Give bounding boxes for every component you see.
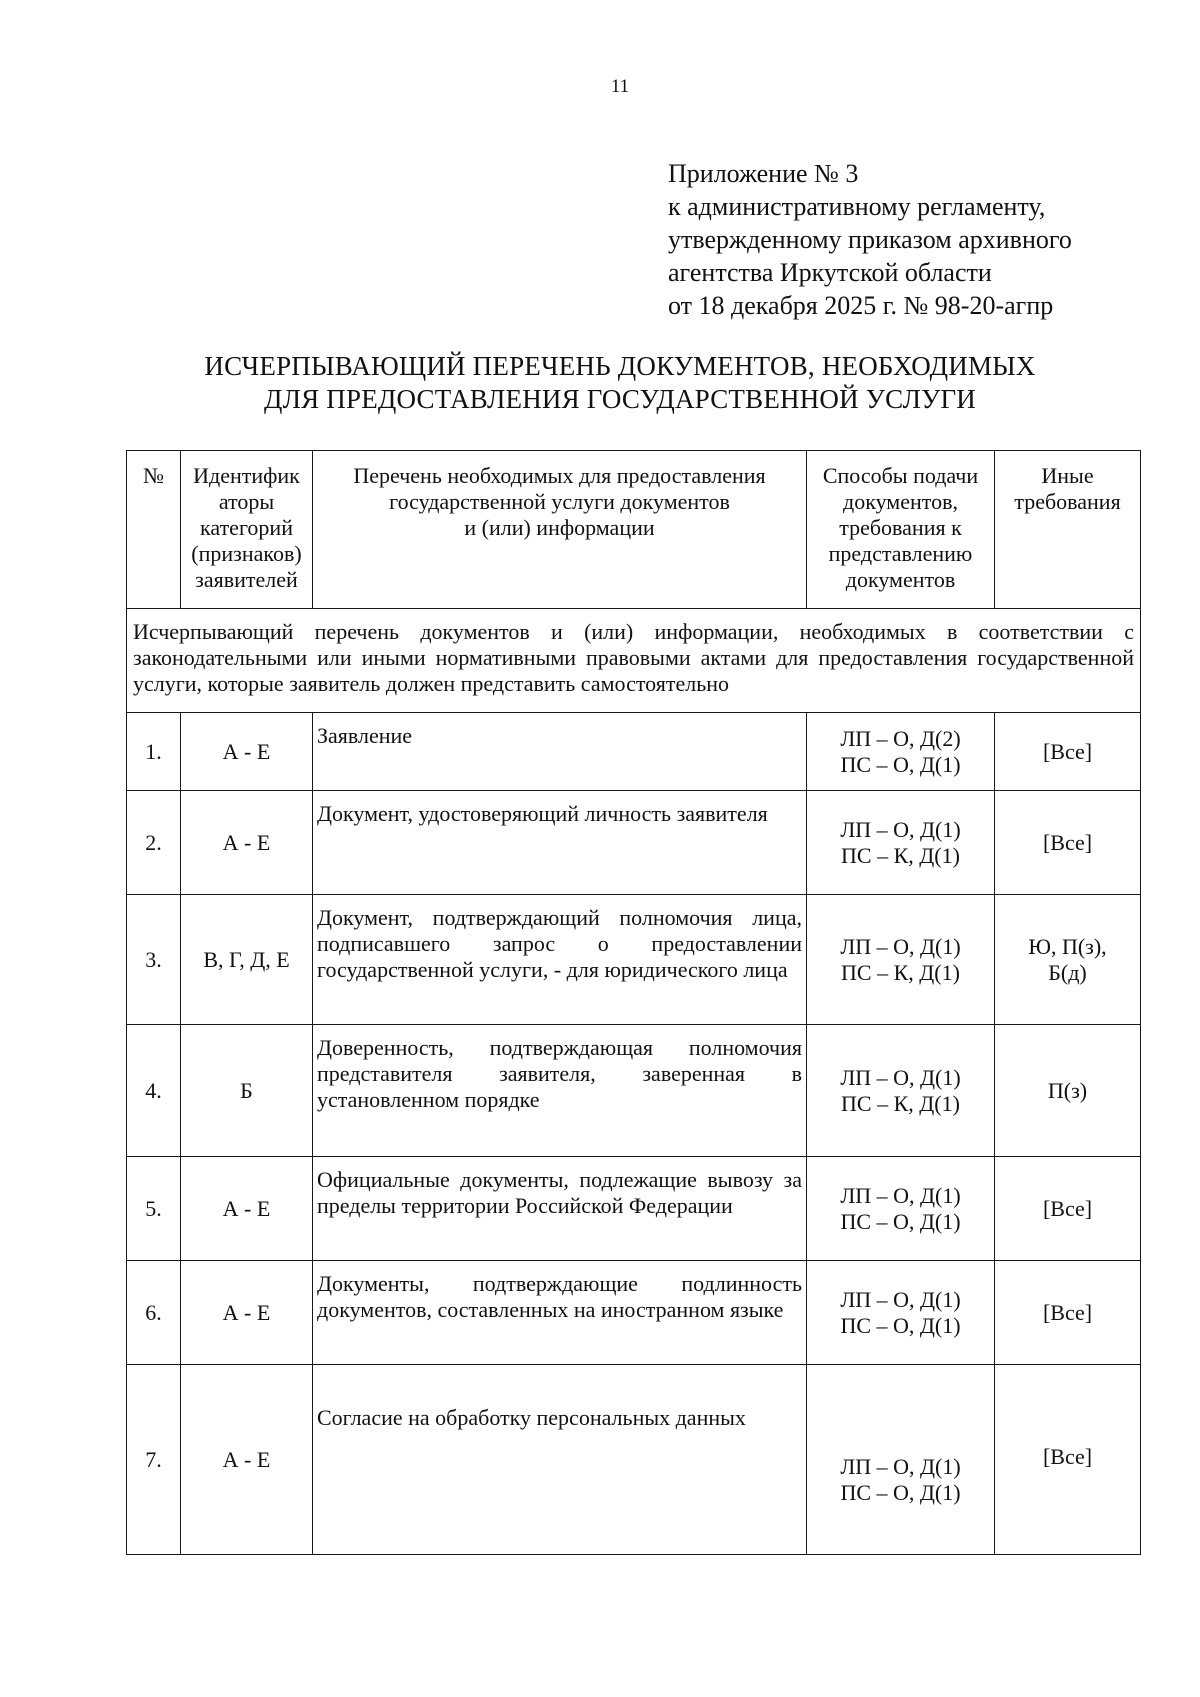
row-methods: ЛП – О, Д(1) ПС – К, Д(1)	[807, 791, 995, 895]
header-identifiers: Идентифик аторы категорий (признаков) заявителей	[181, 451, 313, 609]
header-other-requirements: Иные требования	[995, 451, 1141, 609]
table-row	[127, 1365, 1141, 1555]
table-row	[127, 713, 1141, 791]
document-title-line: ИСЧЕРПЫВАЮЩИЙ ПЕРЕЧЕНЬ ДОКУМЕНТОВ, НЕОБХОДИМЫХ	[204, 351, 1036, 381]
row-methods: ЛП – О, Д(2) ПС – О, Д(1)	[807, 713, 995, 791]
row-methods: ЛП – О, Д(1) ПС – О, Д(1)	[807, 1261, 995, 1365]
appendix-line: Приложение № 3	[668, 159, 859, 188]
table-row	[127, 791, 1141, 895]
appendix-line: агентства Иркутской области	[668, 258, 992, 287]
row-other-requirements: [Все]	[995, 791, 1141, 895]
row-identifiers: В, Г, Д, Е	[181, 895, 313, 1025]
row-identifiers: А - Е	[181, 1261, 313, 1365]
row-identifiers: Б	[181, 1025, 313, 1157]
row-document: Документ, подтверждающий полномочия лица, подписавшего запрос о предоставлении государственной услуги, - для юридического лица	[313, 895, 807, 1025]
document-title	[100, 350, 1140, 416]
section-description: Исчерпывающий перечень документов и (или) информации, необходимых в соответствии с законодательными или иными нормативными правовыми актами для предоставления государственной услуги, которые заявитель должен представить самостоятельно	[127, 609, 1141, 713]
document-title-line: ДЛЯ ПРЕДОСТАВЛЕНИЯ ГОСУДАРСТВЕННОЙ УСЛУГИ	[264, 384, 976, 414]
table-row	[127, 1025, 1141, 1157]
row-document: Доверенность, подтверждающая полномочия представителя заявителя, заверенная в установленном порядке	[313, 1025, 807, 1157]
table-row	[127, 1157, 1141, 1261]
row-number: 5.	[127, 1157, 181, 1261]
row-number: 6.	[127, 1261, 181, 1365]
row-identifiers: А - Е	[181, 713, 313, 791]
row-other-requirements: [Все]	[995, 1261, 1141, 1365]
documents-table	[126, 450, 1141, 1555]
header-methods: Способы подачи документов, требования к представлению документов	[807, 451, 995, 609]
header-documents: Перечень необходимых для предоставления государственной услуги документов и (или) информации	[313, 451, 807, 609]
row-methods: ЛП – О, Д(1) ПС – О, Д(1)	[807, 1157, 995, 1261]
row-document: Документ, удостоверяющий личность заявителя	[313, 791, 807, 895]
table-header-row	[127, 451, 1141, 609]
row-document: Документы, подтверждающие подлинность документов, составленных на иностранном языке	[313, 1261, 807, 1365]
row-other-requirements: Ю, П(з), Б(д)	[995, 895, 1141, 1025]
row-other-requirements: [Все]	[995, 1157, 1141, 1261]
row-identifiers: А - Е	[181, 1157, 313, 1261]
row-other-requirements: [Все]	[995, 1365, 1141, 1555]
row-identifiers: А - Е	[181, 1365, 313, 1555]
table-row	[127, 1261, 1141, 1365]
row-number: 2.	[127, 791, 181, 895]
header-num: №	[127, 451, 181, 609]
table-row	[127, 895, 1141, 1025]
row-identifiers: А - Е	[181, 791, 313, 895]
row-document: Согласие на обработку персональных данных	[313, 1365, 807, 1555]
row-number: 1.	[127, 713, 181, 791]
appendix-header	[668, 157, 1178, 322]
row-document: Заявление	[313, 713, 807, 791]
page-number: 11	[610, 76, 630, 97]
section-row	[127, 609, 1141, 713]
appendix-line: от 18 декабря 2025 г. № 98-20-агпр	[668, 291, 1054, 320]
row-methods: ЛП – О, Д(1) ПС – К, Д(1)	[807, 895, 995, 1025]
row-number: 4.	[127, 1025, 181, 1157]
row-methods: ЛП – О, Д(1) ПС – О, Д(1)	[807, 1365, 995, 1555]
appendix-line: утвержденному приказом архивного	[668, 225, 1072, 254]
row-other-requirements: [Все]	[995, 713, 1141, 791]
row-document: Официальные документы, подлежащие вывозу за пределы территории Российской Федерации	[313, 1157, 807, 1261]
row-other-requirements: П(з)	[995, 1025, 1141, 1157]
row-number: 7.	[127, 1365, 181, 1555]
row-number: 3.	[127, 895, 181, 1025]
row-methods: ЛП – О, Д(1) ПС – К, Д(1)	[807, 1025, 995, 1157]
appendix-line: к административному регламенту,	[668, 192, 1046, 221]
